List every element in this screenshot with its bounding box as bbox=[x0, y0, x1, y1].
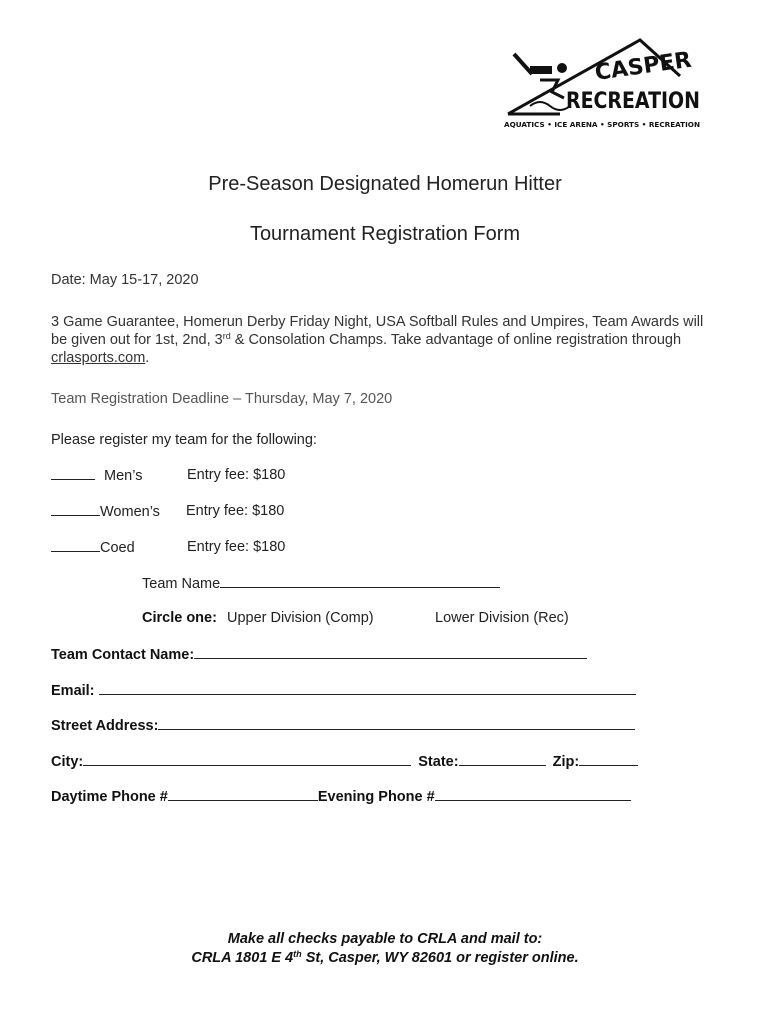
coed-entry-fee: Entry fee: $180 bbox=[187, 539, 286, 555]
circle-one-row bbox=[142, 610, 374, 626]
coed-checkbox-blank[interactable] bbox=[51, 539, 100, 552]
phone-row: Daytime Phone # Evening Phone # bbox=[51, 788, 631, 805]
registration-deadline: Team Registration Deadline – Thursday, May 7, 2020 bbox=[51, 391, 393, 407]
street-address-field[interactable] bbox=[158, 717, 635, 730]
event-description: 3 Game Guarantee, Homerun Derby Friday Night, USA Softball Rules and Umpires, Team Awards will be given out for 1st, 2nd, 3rd & Consolation Champs. Take advantage of online registration through crlasports.com. bbox=[51, 314, 704, 366]
city-state-zip-row: City: State: Zip: bbox=[51, 753, 638, 770]
division-row-womens: Women’s bbox=[51, 503, 160, 520]
email-field[interactable] bbox=[99, 682, 636, 695]
svg-text:AQUATICS • ICE ARENA • SPORTS: AQUATICS • ICE ARENA • SPORTS • RECREATION bbox=[504, 121, 701, 129]
zip-field[interactable] bbox=[579, 753, 638, 766]
division-row-coed: Coed bbox=[51, 539, 135, 556]
form-title: Pre-Season Designated Homerun Hitter bbox=[208, 173, 562, 195]
lower-division-option[interactable]: Lower Division (Rec) bbox=[435, 610, 569, 626]
circle-one-label: Circle one: bbox=[142, 610, 217, 626]
city-field[interactable] bbox=[83, 753, 411, 766]
form-subtitle: Tournament Registration Form bbox=[249, 223, 521, 245]
svg-text:RECREATION: RECREATION bbox=[566, 89, 700, 114]
state-field[interactable] bbox=[459, 753, 546, 766]
womens-entry-fee: Entry fee: $180 bbox=[186, 503, 285, 519]
daytime-phone-field[interactable] bbox=[168, 788, 318, 801]
crlasports-link[interactable]: crlasports.com bbox=[51, 350, 146, 366]
casper-recreation-logo bbox=[500, 36, 704, 132]
contact-name-row: Team Contact Name: bbox=[51, 646, 587, 663]
mens-entry-fee: Entry fee: $180 bbox=[187, 467, 286, 483]
contact-name-field[interactable] bbox=[194, 646, 587, 659]
team-name-label: Team Name bbox=[142, 576, 221, 592]
evening-phone-field[interactable] bbox=[435, 788, 631, 801]
email-row: Email: bbox=[51, 682, 636, 699]
team-name-row bbox=[142, 575, 500, 592]
upper-division-option[interactable]: Upper Division (Comp) bbox=[226, 610, 374, 626]
womens-checkbox-blank[interactable] bbox=[51, 503, 100, 516]
mens-checkbox-blank[interactable] bbox=[51, 467, 95, 480]
event-date: Date: May 15-17, 2020 bbox=[51, 272, 199, 288]
team-name-field[interactable] bbox=[220, 575, 500, 588]
svg-text:CASPER: CASPER bbox=[593, 47, 693, 86]
division-row-mens: Men’s bbox=[51, 467, 142, 484]
street-address-row: Street Address: bbox=[51, 717, 635, 734]
mailing-instructions: Make all checks payable to CRLA and mail to: CRLA 1801 E 4th St, Casper, WY 82601 or register online. bbox=[191, 931, 579, 966]
register-prompt: Please register my team for the following: bbox=[51, 432, 317, 448]
